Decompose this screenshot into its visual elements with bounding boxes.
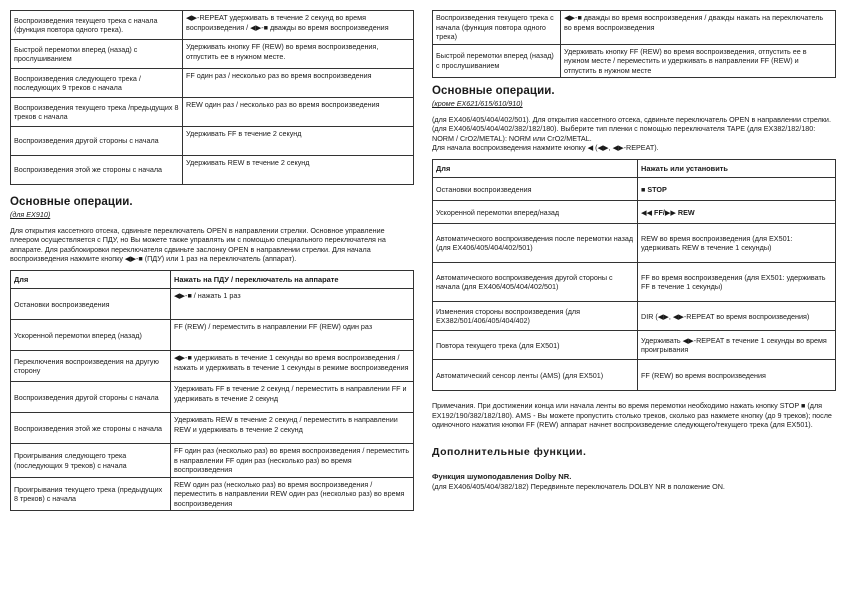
left-table-2 — [10, 270, 414, 512]
table-cell: ◀▶-REPEAT удерживать в течение 2 секунд во время воспроизведения / ◀▶-■ дважды во время воспроизведения — [183, 11, 414, 40]
table-cell: ◀▶-■ дважды во время воспроизведения / дважды нажать на переключатель во время воспроизведения — [561, 11, 836, 45]
left-section-subheading: (для EX910) — [10, 210, 51, 220]
table-cell: Переключения воспроизведения на другую сторону — [11, 351, 171, 382]
table-cell: Быстрой перемотки вперед (назад) с прослушиванием — [433, 44, 561, 78]
left-intro-paragraph: Для открытия кассетного отсека, сдвиньте переключатель OPEN в направлении стрелки. Основное управление плеером осуществляется с ПДУ, но Вы можете также управлять им с помощью специального переключателя на аппарате. Для разблокировки переключателя сдвиньте заслонку OPEN в направлении стрелки. Для начала воспроизведения нажмите кнопку ◀▶-■ (ПДУ) или 1 раз на переключатель (аппарат). — [10, 225, 386, 264]
column-header: Нажать или установить — [638, 159, 836, 178]
table-cell: Остановки воспроизведения — [433, 178, 638, 201]
table-cell: Воспроизведения другой стороны с начала — [11, 127, 183, 156]
table-row — [433, 302, 836, 331]
table-row — [11, 127, 414, 156]
table-row — [11, 382, 414, 413]
table-header-row — [11, 270, 414, 289]
table-row — [433, 44, 836, 78]
dolby-nr-text: (для EX406/405/404/382/182) Передвиньте переключатель DOLBY NR в положение ON. — [432, 481, 725, 491]
table-cell: Удерживать FF в течение 2 секунд — [183, 127, 414, 156]
table-row — [11, 320, 414, 351]
additional-functions-heading: Дополнительные функции. — [432, 445, 587, 458]
table-row — [11, 40, 414, 69]
left-section-heading: Основные операции. — [10, 196, 133, 208]
table-cell: Воспроизведения этой же стороны с начала — [11, 156, 183, 185]
right-note: Примечания. При достижении конца или начала ленты во время перемотки необходимо нажать кнопку STOP ■ (для EX192/190/382/182/180). AMS - Вы можете пропустить столько треков, сколько раз нажмете кнопку (до 9 треков); после одиночного нажатия кнопки FF (REW) аппарат начнет воспроизведение следующего/текущего трека (для EX501). — [432, 401, 832, 430]
table-cell: Ускоренной перемотки вперед (назад) — [11, 320, 171, 351]
table-cell: REW во время воспроизведения (для EX501: удерживать REW в течение 1 секунды) — [638, 224, 836, 263]
table-cell: Удерживать кнопку FF (REW) во время воспроизведения, отпустить ее в нужном месте. — [183, 40, 414, 69]
table-row — [11, 413, 414, 444]
table-header-row — [433, 159, 836, 178]
table-row — [11, 11, 414, 40]
table-cell: Воспроизведения текущего трека с начала (функция повтора одного трека). — [11, 11, 183, 40]
table-row — [433, 331, 836, 360]
table-cell: DIR (◀▶, ◀▶-REPEAT во время воспроизведения) — [638, 302, 836, 331]
table-cell: Автоматического воспроизведения после перемотки назад (для EX406/405/404/402/501) — [433, 224, 638, 263]
table-cell: Воспроизведения текущего трека с начала (функция повтора одного трека) — [433, 11, 561, 45]
table-cell: Воспроизведения текущего трека /предыдущих 8 треков с начала — [11, 98, 183, 127]
table-cell: Удерживать FF в течение 2 секунд / переместить в направлении FF и удерживать в течение 2 секунд — [171, 382, 414, 413]
right-paragraph-2: (для EX406/405/404/402/382/182/180). Выберите тип пленки с помощью переключателя TAPE (для EX382/182/180: NORM / CrO2/METAL): NORM или CrO2/METAL. — [432, 124, 816, 143]
right-section-heading: Основные операции. — [432, 85, 555, 97]
table-cell: Автоматического воспроизведения другой стороны с начала (для EX406/405/404/402/501) — [433, 263, 638, 302]
table-cell: Проигрывания текущего трека (предыдущих 8 треков) с начала — [11, 477, 171, 511]
table-row — [433, 263, 836, 302]
table-row — [11, 156, 414, 185]
right-table-2 — [432, 159, 836, 392]
left-column — [10, 10, 414, 511]
table-row — [11, 98, 414, 127]
column-header: Для — [433, 159, 638, 178]
table-cell: Воспроизведения следующего трека /последующих 9 треков с начала — [11, 69, 183, 98]
table-row — [11, 289, 414, 320]
table-cell: Изменения стороны воспроизведения (для EX382/501/406/405/404/402) — [433, 302, 638, 331]
table-cell: FF один раз (несколько раз) во время воспроизведения / переместить в направлении FF один раз (несколько раз) во время воспроизведения — [171, 444, 414, 478]
table-cell: FF (REW) / переместить в направлении FF (REW) один раз — [171, 320, 414, 351]
table-cell: FF (REW) во время воспроизведения — [638, 360, 836, 391]
table-cell: Воспроизведения этой же стороны с начала — [11, 413, 171, 444]
table-cell: Ускоренной перемотки вперед/назад — [433, 201, 638, 224]
table-row — [433, 178, 836, 201]
column-header: Для — [11, 270, 171, 289]
table-row — [11, 477, 414, 511]
table-row — [11, 444, 414, 478]
table-row — [11, 69, 414, 98]
table-cell: ◀▶-■ / нажать 1 раз — [171, 289, 414, 320]
table-row — [11, 351, 414, 382]
left-table-1 — [10, 10, 414, 185]
table-row — [433, 11, 836, 45]
table-cell: Удерживать REW в течение 2 секунд — [183, 156, 414, 185]
table-cell: REW один раз / несколько раз во время воспроизведения — [183, 98, 414, 127]
table-row — [433, 224, 836, 263]
dolby-nr-title: Функция шумоподавления Dolby NR. — [432, 471, 572, 481]
table-cell: Быстрой перемотки вперед (назад) с прослушиванием — [11, 40, 183, 69]
table-cell: Остановки воспроизведения — [11, 289, 171, 320]
table-cell: FF один раз / несколько раз во время воспроизведения — [183, 69, 414, 98]
table-cell: Удерживать кнопку FF (REW) во время воспроизведения, отпустить ее в нужном месте / переместить и удерживать в направлении FF (REW) и отпустить в нужном месте — [561, 44, 836, 78]
right-section-subheading: (кроме EX621/615/610/910) — [432, 99, 523, 109]
table-cell: FF во время воспроизведения (для EX501: удерживать FF в течение 1 секунды) — [638, 263, 836, 302]
right-paragraph-1: (для EX406/405/404/402/501). Для открытия кассетного отсека, сдвиньте переключатель OPEN в направлении стрелки. — [432, 114, 831, 124]
right-paragraph-3: Для начала воспроизведения нажмите кнопку ◀ (◀▶, ◀▶-REPEAT). — [432, 143, 659, 153]
table-cell: ■ STOP — [638, 178, 836, 201]
table-cell: Автоматический сенсор ленты (AMS) (для EX501) — [433, 360, 638, 391]
table-row — [433, 360, 836, 391]
table-cell: REW один раз (несколько раз) во время воспроизведения / переместить в направлении REW один раз (несколько раз) во время воспроизведения — [171, 477, 414, 511]
right-column — [432, 10, 836, 491]
column-header: Нажать на ПДУ / переключатель на аппарате — [171, 270, 414, 289]
table-row — [433, 201, 836, 224]
right-table-1 — [432, 10, 836, 78]
table-cell: Удерживать REW в течение 2 секунд / переместить в направлении REW и удерживать в течение 2 секунд — [171, 413, 414, 444]
table-cell: Воспроизведения другой стороны с начала — [11, 382, 171, 413]
table-cell: ◀◀ FF/▶▶ REW — [638, 201, 836, 224]
table-cell: Проигрывания следующего трека (последующих 9 треков) с начала — [11, 444, 171, 478]
table-cell: Повтора текущего трека (для EX501) — [433, 331, 638, 360]
table-cell: Удерживать ◀▶-REPEAT в течение 1 секунды во время проигрывания — [638, 331, 836, 360]
table-cell: ◀▶-■ удерживать в течение 1 секунды во время воспроизведения / нажать и удерживать в течение 1 секунды в режиме воспроизведения — [171, 351, 414, 382]
